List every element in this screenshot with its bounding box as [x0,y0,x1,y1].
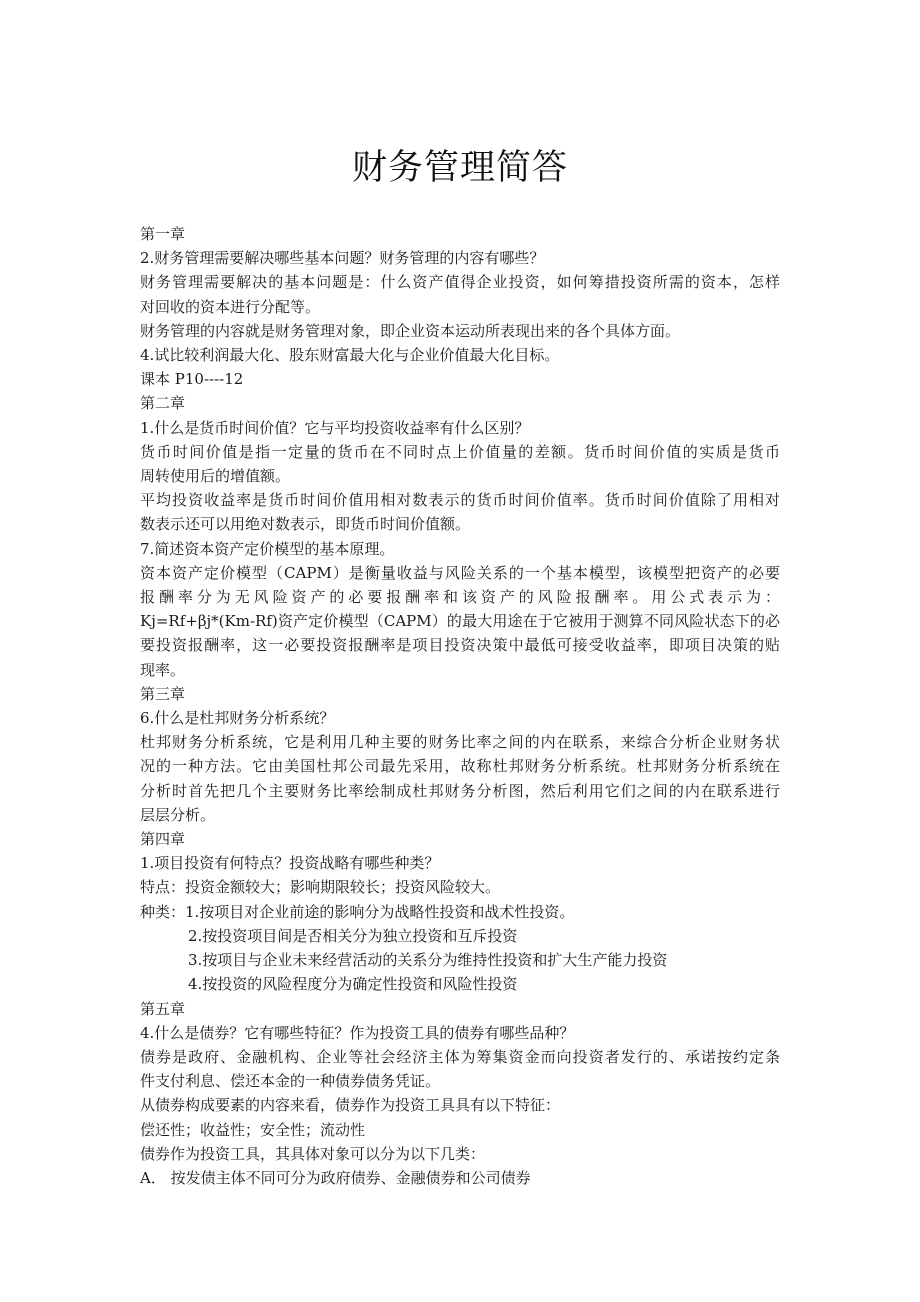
question: 6.什么是杜邦财务分析系统？ [140,709,335,728]
answer-line: 层层分析。 [140,805,216,824]
list-item: 2.按投资项目间是否相关分为独立投资和互斥投资 [188,926,518,945]
answer-line: 财务管理的内容就是财务管理对象，即企业资本运动所表现出来的各个具体方面。 [140,321,681,340]
answer-line: 分析时首先把几个主要财务比率绘制成杜邦财务分析图，然后利用它们之间的内在联系进行 [140,781,780,800]
list-item: 4.按投资的风险程度分为确定性投资和风险性投资 [188,975,518,994]
answer-line: 特点：投资金额较大；影响期限较长；投资风险较大。 [140,878,501,897]
chapter-heading: 第三章 [140,684,186,703]
chapter-heading: 第二章 [140,394,186,413]
answer-line: 财务管理需要解决的基本问题是：什么资产值得企业投资，如何筹措投资所需的资本，怎样 [140,273,780,292]
answer-line: 件支付利息、偿还本金的一种债券债务凭证。 [140,1072,441,1091]
answer-line: 资本资产定价模型（CAPM）是衡量收益与风险关系的一个基本模型，该模型把资产的必要 [140,563,780,582]
chapter-heading: 第四章 [140,830,186,849]
list-item: A． 按发债主体不同可分为政府债券、金融债券和公司债券 [140,1168,531,1187]
answer-line: 债券作为投资工具，其具体对象可以分为以下几类： [140,1144,486,1163]
answer-line: 现率。 [140,660,186,679]
chapter-heading: 第一章 [140,225,186,243]
question: 7.简述资本资产定价模型的基本原理。 [140,539,395,558]
answer-line: 货币时间价值是指一定量的货币在不同时点上价值量的差额。货币时间价值的实质是货币 [140,442,780,461]
answer-line: Kj=Rf+βj*(Km-Rf)资产定价模型（CAPM）的最大用途在于它被用于测算不同风险状态下的必 [140,612,780,631]
answer-line: 要投资报酬率，这一必要投资报酬率是项目投资决策中最低可接受收益率，即项目决策的贴 [140,636,780,655]
question: 1.项目投资有何特点？投资战略有哪些种类？ [140,854,440,873]
question: 2.财务管理需要解决哪些基本问题？财务管理的内容有哪些？ [140,249,545,268]
list-item: 3.按项目与企业未来经营活动的关系分为维持性投资和扩大生产能力投资 [188,951,668,970]
answer-line: 对回收的资本进行分配等。 [140,297,321,316]
question: 4.试比较利润最大化、股东财富最大化与企业价值最大化目标。 [140,346,560,365]
question: 4.什么是债券？它有哪些特征？作为投资工具的债券有哪些品种？ [140,1023,575,1042]
answer-line: 从债券构成要素的内容来看，债券作为投资工具具有以下特征： [140,1096,561,1115]
document-body [140,222,780,1190]
answer-line: 债券是政府、金融机构、企业等社会经济主体为筹集资金而向投资者发行的、承诺按约定条 [140,1047,780,1066]
chapter-heading: 第五章 [140,999,186,1018]
answer-line: 课本 P10----12 [140,370,244,389]
answer-line: 况的一种方法。它由美国杜邦公司最先采用，故称杜邦财务分析系统。杜邦财务分析系统在 [140,757,780,776]
answer-line: 报酬率分为无风险资产的必要报酬率和该资产的风险报酬率。用公式表示为： [140,588,780,607]
answer-line: 杜邦财务分析系统，它是利用几种主要的财务比率之间的内在联系，来综合分析企业财务状 [140,733,780,752]
answer-line: 偿还性；收益性；安全性；流动性 [140,1120,366,1139]
answer-line: 数表示还可以用绝对数表示，即货币时间价值额。 [140,515,471,534]
answer-line: 种类：1.按项目对企业前途的影响分为战略性投资和战术性投资。 [140,902,575,921]
answer-line: 周转使用后的增值额。 [140,467,291,486]
answer-line: 平均投资收益率是货币时间价值用相对数表示的货币时间价值率。货币时间价值除了用相对 [140,491,780,510]
question: 1.什么是货币时间价值？它与平均投资收益率有什么区别？ [140,418,530,437]
document-title: 财务管理简答 [351,148,568,188]
